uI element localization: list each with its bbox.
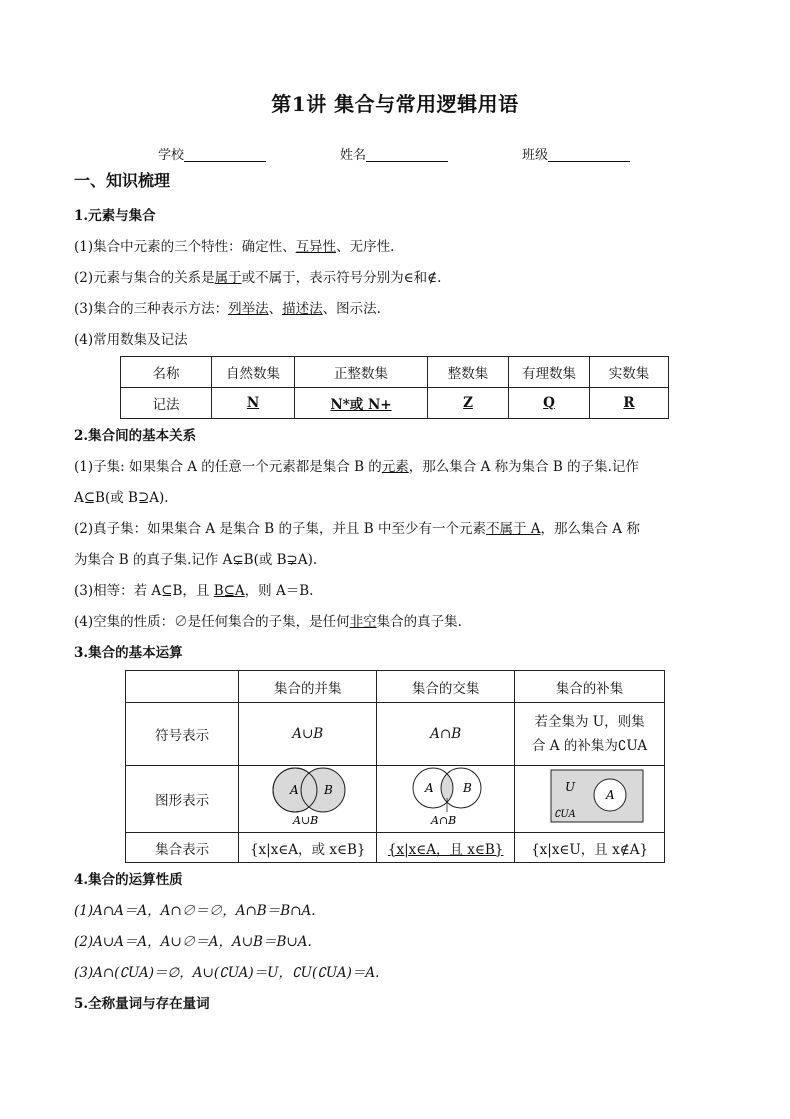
table-header: 集合的并集 <box>239 671 377 703</box>
text: 、图示法. <box>322 301 381 317</box>
union-venn-diagram <box>243 766 373 828</box>
text: (1)集合中元素的三个特性：确定性、 <box>74 239 296 255</box>
table-header: 正整数集 <box>295 357 428 388</box>
complement-venn-diagram <box>525 766 655 828</box>
class-blank <box>548 148 630 162</box>
answer: Z <box>463 395 473 411</box>
subsection-5-title: 5.全称量词与存在量词 <box>74 996 210 1012</box>
answer: 非空 <box>349 614 377 630</box>
page-title: 第1讲 集合与常用逻辑用语 <box>271 92 519 116</box>
set-operations-table <box>125 670 665 863</box>
text: (1)子集: 如果集合 A 的任意一个元素都是集合 B 的 <box>74 459 382 475</box>
venn-complement-label: ∁UA <box>553 809 576 820</box>
answer: 属于 <box>214 270 242 286</box>
table-row <box>126 671 665 703</box>
venn-label-a: A <box>424 781 434 795</box>
table-cell: {x|x∈U，且 x∉A} <box>515 833 665 863</box>
table-header: 自然数集 <box>212 357 295 388</box>
table-cell: {x|x∈A，或 x∈B} <box>239 833 377 863</box>
text: (2)真子集：如果集合 A 是集合 B 的子集，并且 B 中至少有一个元素 <box>74 521 486 537</box>
table-cell <box>377 703 515 766</box>
answer: N <box>246 395 260 411</box>
table-header: 集合的交集 <box>377 671 515 703</box>
s2-line-4 <box>74 610 462 630</box>
text: 集合的真子集. <box>376 614 462 630</box>
s2-line-3 <box>74 579 313 599</box>
s1-line-3 <box>74 297 381 317</box>
section-heading: 一、知识梳理 <box>74 171 171 190</box>
class-label: 班级 <box>522 148 549 163</box>
s1-line-2 <box>74 266 441 286</box>
venn-label-b: B <box>323 783 333 797</box>
s2-line-2 <box>74 517 640 537</box>
subsection-3-title: 3.集合的基本运算 <box>74 645 183 661</box>
table-row <box>126 833 665 863</box>
name-label: 姓名 <box>340 148 367 163</box>
school-label: 学校 <box>158 148 185 163</box>
table-cell <box>590 388 669 419</box>
s2-line-1 <box>74 455 639 475</box>
table-cell <box>515 703 665 766</box>
table-row <box>126 766 665 833</box>
table-header: 实数集 <box>590 357 669 388</box>
name-field <box>340 144 448 163</box>
text: 或不属于，表示符号分别为∈和∉. <box>241 270 442 286</box>
table-cell <box>515 766 665 833</box>
answer: Q <box>543 395 555 411</box>
text: (2)元素与集合的关系是 <box>74 270 215 286</box>
table-row <box>126 703 665 766</box>
answer: 互异性 <box>295 239 337 255</box>
table-cell: 集合表示 <box>126 833 239 863</box>
table-cell: 符号表示 <box>126 703 239 766</box>
table-cell <box>126 671 239 703</box>
text: 、 <box>268 301 283 317</box>
venn-label-b: B <box>462 781 472 795</box>
s1-line-4: (4)常用数集及记法 <box>74 332 188 348</box>
answer: {x|x∈A，且 x∈B} <box>387 841 504 858</box>
school-blank <box>184 148 266 162</box>
text: (3)相等：若 A⊆B，且 <box>74 583 214 599</box>
subsection-4-title: 4.集合的运算性质 <box>74 872 183 888</box>
answer: 列举法 <box>228 301 269 317</box>
subsection-1-title: 1.元素与集合 <box>74 208 156 224</box>
table-header: 整数集 <box>428 357 509 388</box>
table-header: 名称 <box>121 357 212 388</box>
table-cell: 记法 <box>121 388 212 419</box>
table-cell <box>212 388 295 419</box>
text: ，那么集合 A 称为集合 B 的子集.记作 <box>408 459 639 475</box>
math-text: A∩B <box>430 726 462 742</box>
table-row <box>121 357 669 388</box>
school-field <box>158 144 266 163</box>
answer: B⊆A <box>213 583 245 599</box>
venn-label-a: A <box>605 788 615 802</box>
text: ，则 A＝B. <box>244 583 314 599</box>
s4-line-1: (1)A∩A＝A，A∩∅＝∅，A∩B＝B∩A. <box>74 903 316 919</box>
table-cell <box>239 703 377 766</box>
s2-line-1-cont: A⊆B(或 B⊇A). <box>74 490 169 506</box>
s2-line-2-cont: 为集合 B 的真子集.记作 A⊊B(或 B⊋A). <box>74 552 318 568</box>
answer: 元素 <box>381 459 409 475</box>
name-blank <box>366 148 448 162</box>
text: 合 A 的补集为∁UA <box>531 738 648 754</box>
table-cell <box>295 388 428 419</box>
text: 、无序性. <box>336 239 395 255</box>
table-cell <box>428 388 509 419</box>
table-header: 集合的补集 <box>515 671 665 703</box>
s4-line-2: (2)A∪A＝A，A∪∅＝A，A∪B＝B∪A. <box>74 934 312 950</box>
table-cell <box>509 388 590 419</box>
table-header: 有理数集 <box>509 357 590 388</box>
text: (4)空集的性质：∅是任何集合的子集，是任何 <box>74 614 350 630</box>
answer: N*或 N+ <box>330 397 392 413</box>
subsection-2-title: 2.集合间的基本关系 <box>74 428 197 444</box>
s4-line-3: (3)A∩(∁UA)＝∅，A∪(∁UA)＝U，∁U(∁UA)＝A. <box>74 965 380 981</box>
table-cell <box>239 766 377 833</box>
intersection-venn-diagram <box>381 766 511 828</box>
s1-line-1 <box>74 235 394 255</box>
table-cell <box>377 766 515 833</box>
table-row <box>121 388 669 419</box>
venn-label-u: U <box>564 780 575 794</box>
answer: R <box>623 395 635 411</box>
math-text: A∪B <box>292 726 324 742</box>
table-cell: 图形表示 <box>126 766 239 833</box>
number-sets-table <box>120 356 669 419</box>
text: 若全集为 U，则集 <box>534 714 645 730</box>
answer: 不属于 A <box>485 521 541 537</box>
venn-label-a: A <box>289 783 299 797</box>
class-field <box>522 144 630 163</box>
answer: 描述法 <box>282 301 323 317</box>
text: ，那么集合 A 称 <box>540 521 640 537</box>
table-cell <box>377 833 515 863</box>
venn-caption: A∩B <box>430 814 456 827</box>
text: (3)集合的三种表示方法： <box>74 301 229 317</box>
venn-caption: A∪B <box>292 814 318 827</box>
